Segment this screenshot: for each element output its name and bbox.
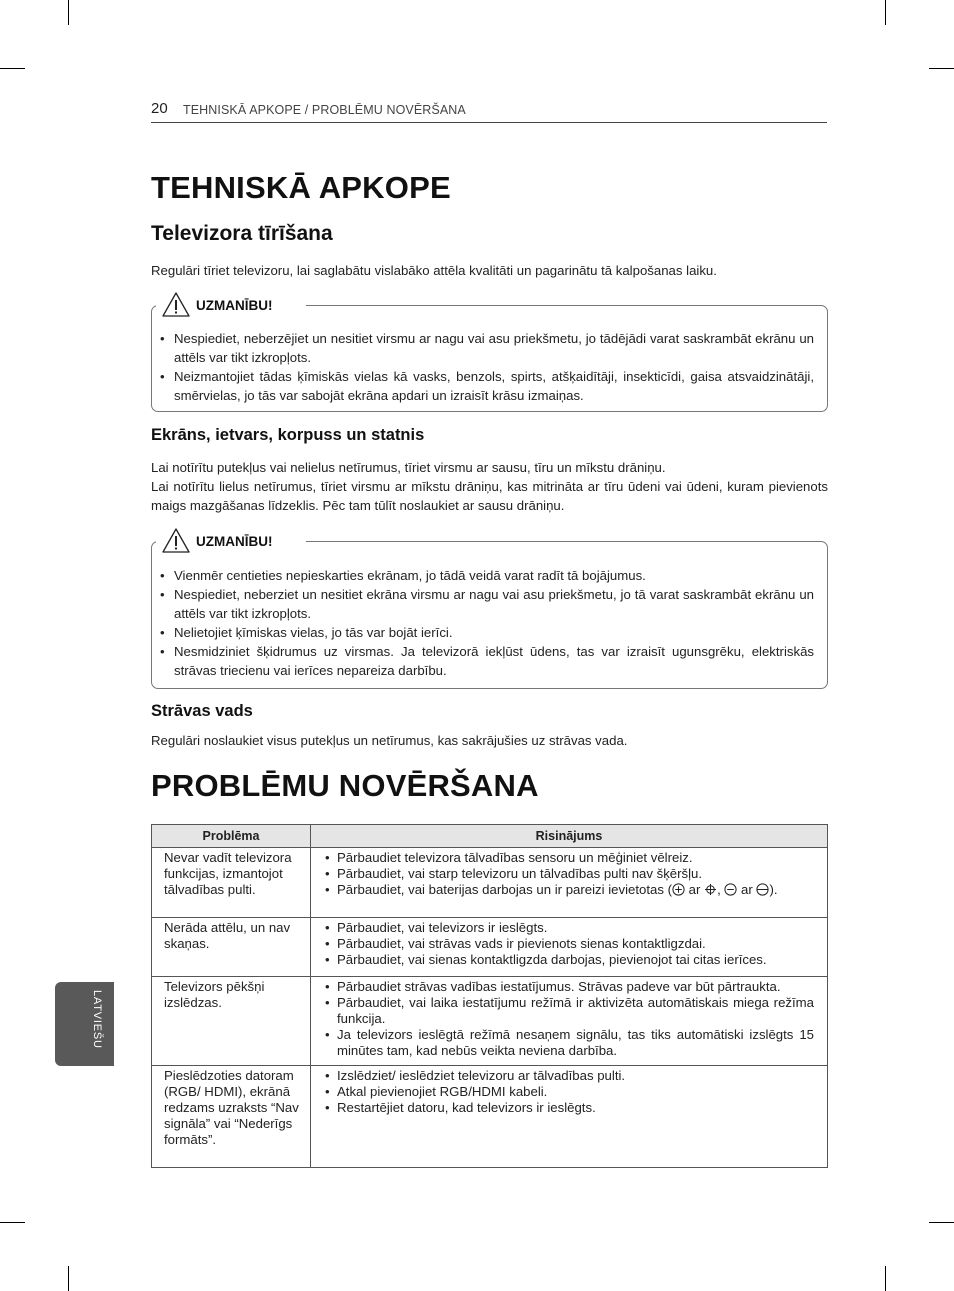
problem-cell: Nevar vadīt televizora funkcijas, izmantojot tālvadības pulti. — [152, 848, 311, 918]
caution-note-1 — [151, 291, 828, 413]
solution-cell — [311, 848, 828, 918]
caution-box — [151, 541, 828, 689]
table-row — [152, 848, 828, 918]
table-row — [152, 1066, 828, 1168]
crop-mark — [885, 0, 886, 25]
column-header-problem: Problēma — [152, 825, 311, 848]
solution-item: • Pārbaudiet televizora tālvadības sensoru un mēģiniet vēlreiz. — [325, 850, 814, 866]
solution-item: • Pārbaudiet, vai baterijas darbojas un ir pareizi ievietotas ( ar , ar ). — [325, 882, 814, 900]
crop-mark — [68, 0, 69, 25]
battery-plus-icon — [672, 883, 685, 900]
solution-item: • Pārbaudiet, vai strāvas vads ir pievienots sienas kontaktligzdai. — [325, 936, 814, 952]
solution-cell — [311, 1066, 828, 1168]
crop-mark — [929, 68, 954, 69]
problem-cell: Pieslēdzoties datoram (RGB/ HDMI), ekrānā redzams uzraksts “Nav signāla” vai “Nederīgs formāts”. — [152, 1066, 311, 1168]
warning-icon — [161, 527, 191, 555]
screen-text-2: Lai notīrītu lielus netīrumus, tīriet virsmu ar mīkstu drāniņu, kas mitrināta ar tīru ūdeni vai ūdeni, kuram pievienots maigs mazgāšanas līdzeklis. Pēc tam tūlīt noslaukiet ar sausu drāniņu. — [151, 479, 828, 513]
column-header-solution: Risinājums — [311, 825, 828, 848]
battery-minus-icon — [756, 883, 769, 900]
running-header — [151, 100, 827, 123]
caution-title: UZMANĪBU! — [196, 534, 273, 549]
battery-minus-icon — [724, 883, 737, 900]
warning-icon — [161, 291, 191, 319]
solution-item: • Pārbaudiet, vai laika iestatījumu režīmā ir aktivizēta automātiskais miega režīma funkcija. — [325, 995, 814, 1027]
page-number: 20 — [151, 100, 168, 117]
problem-cell: Nerāda attēlu, un nav skaņas. — [152, 918, 311, 977]
caution-title: UZMANĪBU! — [196, 298, 273, 313]
screen-heading: Ekrāns, ietvars, korpuss un statnis — [151, 426, 425, 444]
solution-item: • Pārbaudiet, vai sienas kontaktligzda darbojas, pievienojot tai citas ierīces. — [325, 952, 814, 968]
caution-item: • Neizmantojiet tādas ķīmiskās vielas kā vasks, benzols, spirts, atšķaidītāji, insekticīdi, gaisa atsvaidzinātāji, smērvielas, jo tās var sabojāt ekrāna apdari un izraisīt krāsu izmaiņas. — [160, 367, 814, 405]
solution-item: • Atkal pievienojiet RGB/HDMI kabeli. — [325, 1084, 814, 1100]
crop-mark — [885, 1266, 886, 1291]
language-tab-label: LATVIEŠU — [91, 990, 103, 1049]
cleaning-heading: Televizora tīrīšana — [151, 222, 333, 245]
caution-item: • Nesmidziniet šķidrumus uz virsmas. Ja televizorā iekļūst ūdens, tas var izraisīt ugunsgrēku, elektriskās strāvas triecienu vai ierīces nepareiza darbību. — [160, 642, 814, 680]
caution-box — [151, 305, 828, 412]
troubleshooting-table — [151, 824, 828, 1168]
table-row — [152, 918, 828, 977]
solution-item: • Ja televizors ieslēgtā režīmā nesaņem signālu, tas tiks automātiski izslēgts 15 minūtes tam, kad nebūs veikta neviena darbība. — [325, 1027, 814, 1059]
table-row — [152, 977, 828, 1066]
screen-text-1: Lai notīrītu putekļus vai nelielus netīrumus, tīriet virsmu ar sausu, tīru un mīkstu drāniņu. — [151, 460, 666, 475]
caution-item: • Nespiediet, neberzējiet un nesitiet virsmu ar nagu vai asu priekšmetu, jo tādējādi varat saskrambāt ekrānu un attēls var tikt izkropļots. — [160, 329, 814, 367]
solution-item: • Pārbaudiet, vai televizors ir ieslēgts. — [325, 920, 814, 936]
solution-item: • Pārbaudiet strāvas vadības iestatījumus. Strāvas padeve var būt pārtraukta. — [325, 979, 814, 995]
maintenance-heading: TEHNISKĀ APKOPE — [151, 170, 451, 205]
caution-note-2 — [151, 527, 828, 690]
crop-mark — [68, 1266, 69, 1291]
crop-mark — [929, 1222, 954, 1223]
cord-heading: Strāvas vads — [151, 702, 253, 720]
solution-item: • Izslēdziet/ ieslēdziet televizoru ar tālvadības pulti. — [325, 1068, 814, 1084]
running-header-title: TEHNISKĀ APKOPE / PROBLĒMU NOVĒRŠANA — [183, 103, 466, 117]
troubleshooting-heading: PROBLĒMU NOVĒRŠANA — [151, 768, 539, 803]
cord-text: Regulāri noslaukiet visus putekļus un netīrumus, kas sakrājušies uz strāvas vada. — [151, 733, 628, 748]
problem-cell: Televizors pēkšņi izslēdzas. — [152, 977, 311, 1066]
caution-item: • Vienmēr centieties nepieskarties ekrānam, jo tādā veidā varat radīt tā bojājumus. — [160, 566, 814, 585]
cleaning-intro: Regulāri tīriet televizoru, lai saglabātu vislabāko attēla kvalitāti un pagarinātu tā kalpošanas laiku. — [151, 263, 717, 278]
solution-item: • Pārbaudiet, vai starp televizoru un tālvadības pulti nav šķēršļu. — [325, 866, 814, 882]
battery-plus-icon — [704, 883, 717, 900]
language-tab — [55, 982, 114, 1066]
caution-item: • Nespiediet, neberziet un nesitiet ekrāna virsmu ar nagu vai asu priekšmetu, jo tā varat saskrambāt ekrānu un attēls var tikt izkropļots. — [160, 585, 814, 623]
caution-item: • Nelietojiet ķīmiskas vielas, jo tās var bojāt ierīci. — [160, 623, 814, 642]
crop-mark — [0, 68, 25, 69]
solution-cell — [311, 918, 828, 977]
crop-mark — [0, 1222, 25, 1223]
solution-item: • Restartējiet datoru, kad televizors ir ieslēgts. — [325, 1100, 814, 1116]
solution-cell — [311, 977, 828, 1066]
